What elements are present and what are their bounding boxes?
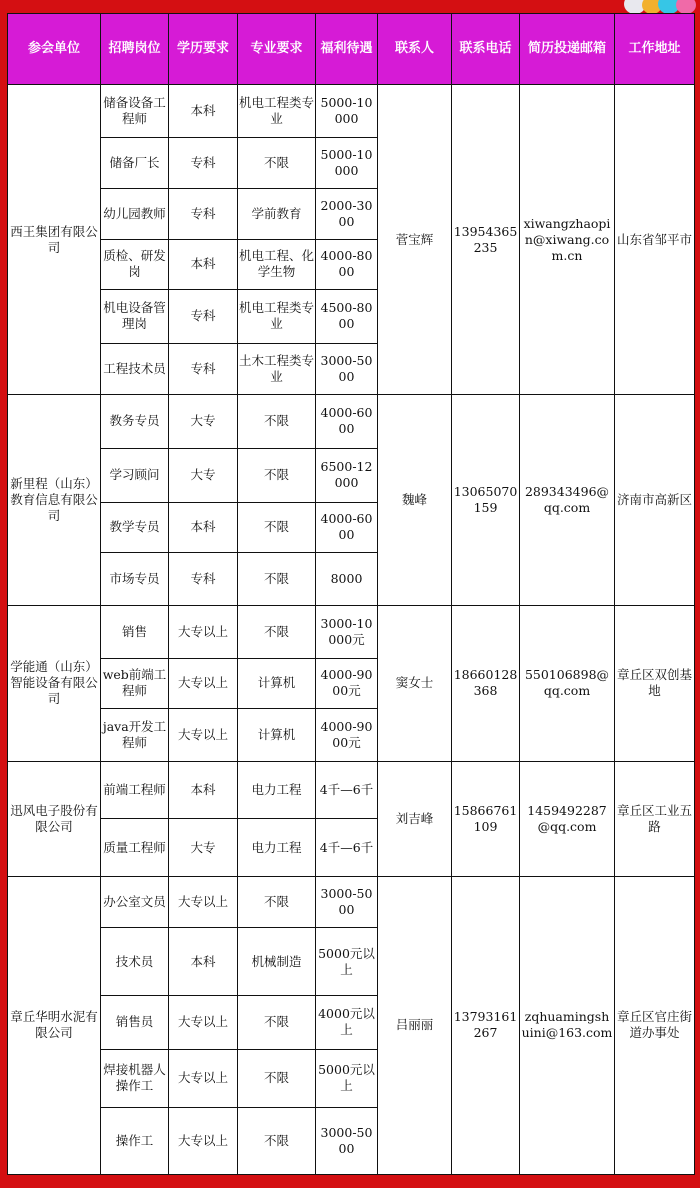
job-salary: 3000-10000元 (316, 606, 378, 659)
job-title: java开发工程师 (101, 709, 169, 762)
job-major: 不限 (238, 395, 316, 449)
job-salary: 8000 (316, 552, 378, 606)
contact-person: 吕丽丽 (378, 876, 452, 1174)
job-title: 机电设备管理岗 (101, 290, 169, 344)
header-contact: 联系人 (378, 14, 452, 85)
job-fair-table (7, 13, 695, 1175)
job-education: 本科 (169, 761, 238, 819)
job-major: 机电工程、化学生物 (238, 239, 316, 290)
job-major: 计算机 (238, 658, 316, 709)
job-title: 储备厂长 (101, 137, 169, 189)
job-major: 机电工程类专业 (238, 85, 316, 138)
job-major: 机械制造 (238, 928, 316, 996)
contact-person: 魏峰 (378, 395, 452, 606)
job-salary: 4000-8000 (316, 239, 378, 290)
contact-person: 刘吉峰 (378, 761, 452, 876)
job-education: 大专以上 (169, 996, 238, 1050)
job-education: 专科 (169, 552, 238, 606)
job-title: 幼儿园教师 (101, 189, 169, 240)
company-name: 章丘华明水泥有限公司 (8, 876, 101, 1174)
job-title: 储备设备工程师 (101, 85, 169, 138)
job-title: 市场专员 (101, 552, 169, 606)
resume-email: 289343496@qq.com (520, 395, 615, 606)
work-address: 济南市高新区 (615, 395, 695, 606)
job-title: 教学专员 (101, 503, 169, 552)
table-row (8, 395, 695, 449)
company-name: 新里程（山东）教育信息有限公司 (8, 395, 101, 606)
job-salary: 6500-12000 (316, 448, 378, 503)
contact-person: 窦女士 (378, 606, 452, 762)
job-education: 本科 (169, 928, 238, 996)
work-address: 山东省邹平市 (615, 85, 695, 395)
job-salary: 5000-10000 (316, 85, 378, 138)
job-title: 工程技术员 (101, 343, 169, 395)
job-salary: 5000元以上 (316, 928, 378, 996)
job-major: 机电工程类专业 (238, 290, 316, 344)
resume-email: 1459492287@qq.com (520, 761, 615, 876)
job-education: 大专 (169, 395, 238, 449)
job-education: 大专以上 (169, 658, 238, 709)
contact-phone: 13793161267 (452, 876, 520, 1174)
header-position: 招聘岗位 (101, 14, 169, 85)
job-title: 学习顾问 (101, 448, 169, 503)
job-major: 学前教育 (238, 189, 316, 240)
table-row (8, 85, 695, 138)
job-salary: 4500-8000 (316, 290, 378, 344)
job-title: 办公室文员 (101, 876, 169, 928)
job-title: 焊接机器人操作工 (101, 1049, 169, 1108)
contact-phone: 13954365235 (452, 85, 520, 395)
job-title: web前端工程师 (101, 658, 169, 709)
job-major: 土木工程类专业 (238, 343, 316, 395)
job-major: 不限 (238, 1108, 316, 1175)
job-salary: 5000元以上 (316, 1049, 378, 1108)
resume-email: zqhuamingshuini@163.com (520, 876, 615, 1174)
job-education: 专科 (169, 343, 238, 395)
job-title: 质量工程师 (101, 819, 169, 877)
job-education: 本科 (169, 239, 238, 290)
resume-email: xiwangzhaopin@xiwang.com.cn (520, 85, 615, 395)
job-salary: 5000-10000 (316, 137, 378, 189)
header-education: 学历要求 (169, 14, 238, 85)
job-title: 教务专员 (101, 395, 169, 449)
contact-phone: 18660128368 (452, 606, 520, 762)
work-address: 章丘区双创基地 (615, 606, 695, 762)
job-salary: 4000-9000元 (316, 709, 378, 762)
job-salary: 4千—6千 (316, 761, 378, 819)
job-education: 大专以上 (169, 606, 238, 659)
job-salary: 4000-6000 (316, 395, 378, 449)
table-row (8, 606, 695, 659)
job-salary: 4千—6千 (316, 819, 378, 877)
header-major: 专业要求 (238, 14, 316, 85)
job-major: 不限 (238, 503, 316, 552)
job-title: 操作工 (101, 1108, 169, 1175)
job-major: 不限 (238, 137, 316, 189)
job-salary: 3000-5000 (316, 343, 378, 395)
header-salary: 福利待遇 (316, 14, 378, 85)
job-salary: 2000-3000 (316, 189, 378, 240)
company-name: 学能通（山东）智能设备有限公司 (8, 606, 101, 762)
job-education: 专科 (169, 290, 238, 344)
company-name: 西王集团有限公司 (8, 85, 101, 395)
header-company: 参会单位 (8, 14, 101, 85)
job-salary: 4000元以上 (316, 996, 378, 1050)
work-address: 章丘区官庄街道办事处 (615, 876, 695, 1174)
job-major: 电力工程 (238, 761, 316, 819)
job-education: 专科 (169, 189, 238, 240)
job-major: 计算机 (238, 709, 316, 762)
header-phone: 联系电话 (452, 14, 520, 85)
table-row (8, 761, 695, 819)
job-salary: 3000-5000 (316, 876, 378, 928)
job-major: 不限 (238, 606, 316, 659)
work-address: 章丘区工业五路 (615, 761, 695, 876)
job-education: 大专以上 (169, 876, 238, 928)
job-title: 质检、研发岗 (101, 239, 169, 290)
job-salary: 4000-9000元 (316, 658, 378, 709)
table-row (8, 876, 695, 928)
job-major: 不限 (238, 552, 316, 606)
job-education: 大专 (169, 819, 238, 877)
company-name: 迅风电子股份有限公司 (8, 761, 101, 876)
contact-phone: 15866761109 (452, 761, 520, 876)
job-major: 电力工程 (238, 819, 316, 877)
job-major: 不限 (238, 448, 316, 503)
job-title: 销售员 (101, 996, 169, 1050)
job-education: 本科 (169, 503, 238, 552)
job-salary: 4000-6000 (316, 503, 378, 552)
contact-phone: 13065070159 (452, 395, 520, 606)
job-education: 大专以上 (169, 709, 238, 762)
header-email: 简历投递邮箱 (520, 14, 615, 85)
job-education: 大专以上 (169, 1049, 238, 1108)
job-education: 专科 (169, 137, 238, 189)
job-title: 销售 (101, 606, 169, 659)
header-row (8, 14, 695, 85)
job-education: 大专 (169, 448, 238, 503)
resume-email: 550106898@qq.com (520, 606, 615, 762)
job-education: 本科 (169, 85, 238, 138)
job-major: 不限 (238, 1049, 316, 1108)
job-education: 大专以上 (169, 1108, 238, 1175)
job-title: 前端工程师 (101, 761, 169, 819)
job-major: 不限 (238, 876, 316, 928)
job-major: 不限 (238, 996, 316, 1050)
contact-person: 菅宝辉 (378, 85, 452, 395)
header-address: 工作地址 (615, 14, 695, 85)
job-salary: 3000-5000 (316, 1108, 378, 1175)
job-title: 技术员 (101, 928, 169, 996)
